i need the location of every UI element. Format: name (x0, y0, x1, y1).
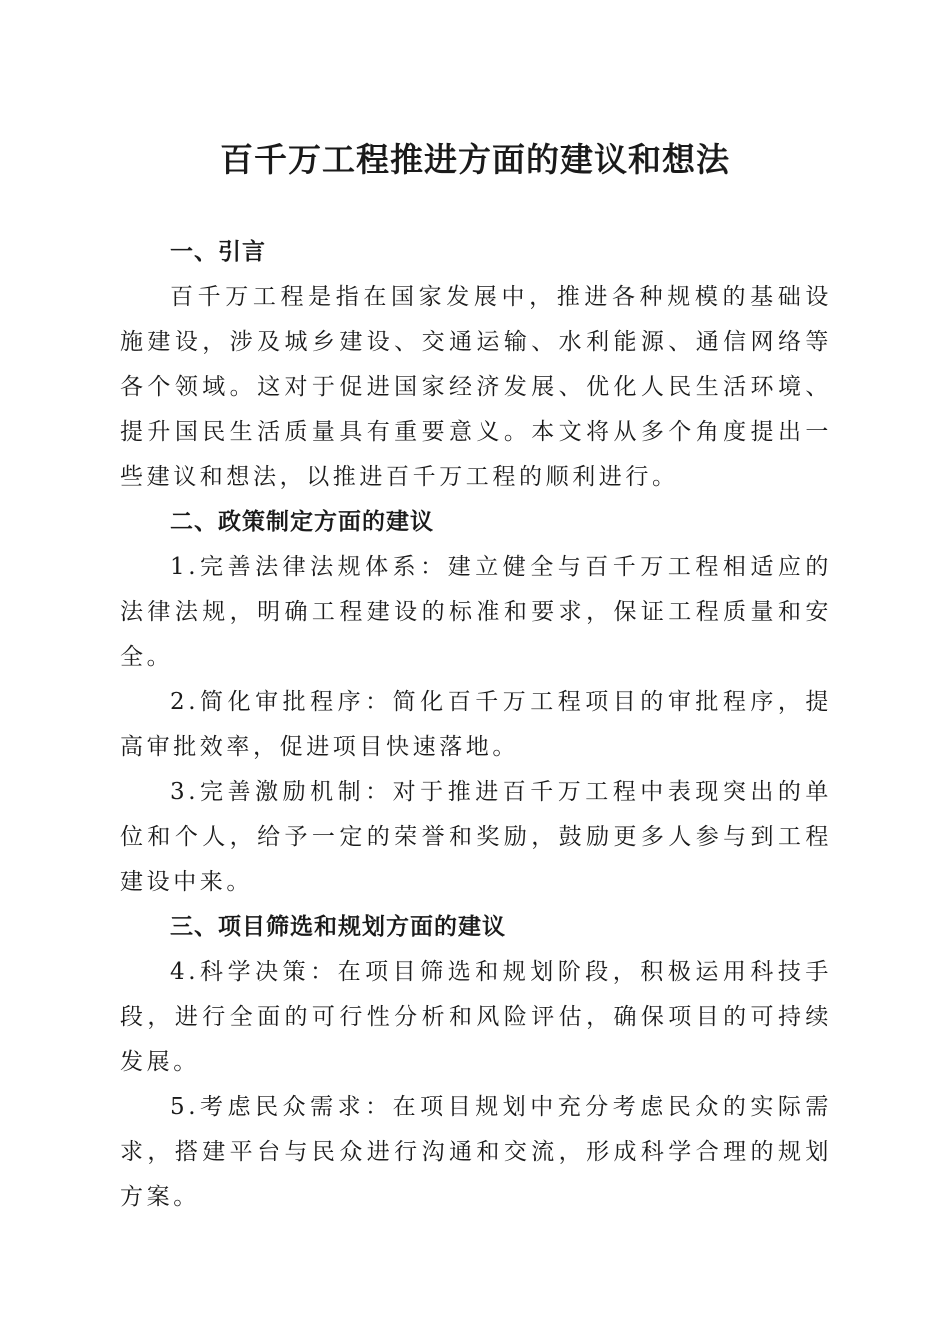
paragraph: 3.完善激励机制：对于推进百千万工程中表现突出的单位和个人，给予一定的荣誉和奖励，鼓励更多人参与到工程建设中来。 (120, 779, 832, 895)
section-heading: 一、引言 (170, 239, 266, 265)
section-introduction (120, 230, 832, 500)
document-body (120, 230, 832, 1220)
section-project-planning-suggestions (120, 905, 832, 1220)
paragraph: 百千万工程是指在国家发展中，推进各种规模的基础设施建设，涉及城乡建设、交通运输、水利能源、通信网络等各个领域。这对于促进国家经济发展、优化人民生活环境、提升国民生活质量具有重要意义。本文将从多个角度提出一些建议和想法，以推进百千万工程的顺利进行。 (120, 284, 832, 490)
paragraph: 1.完善法律法规体系：建立健全与百千万工程相适应的法律法规，明确工程建设的标准和要求，保证工程质量和安全。 (120, 554, 832, 670)
section-heading: 二、政策制定方面的建议 (170, 509, 434, 535)
paragraph: 2.简化审批程序：简化百千万工程项目的审批程序，提高审批效率，促进项目快速落地。 (120, 689, 832, 760)
paragraph: 5.考虑民众需求：在项目规划中充分考虑民众的实际需求，搭建平台与民众进行沟通和交流，形成科学合理的规划方案。 (120, 1094, 832, 1210)
section-heading: 三、项目筛选和规划方面的建议 (170, 914, 506, 940)
document-title: 百千万工程推进方面的建议和想法 (220, 140, 730, 179)
section-policy-suggestions (120, 500, 832, 905)
paragraph: 4.科学决策：在项目筛选和规划阶段，积极运用科技手段，进行全面的可行性分析和风险评估，确保项目的可持续发展。 (120, 959, 832, 1075)
